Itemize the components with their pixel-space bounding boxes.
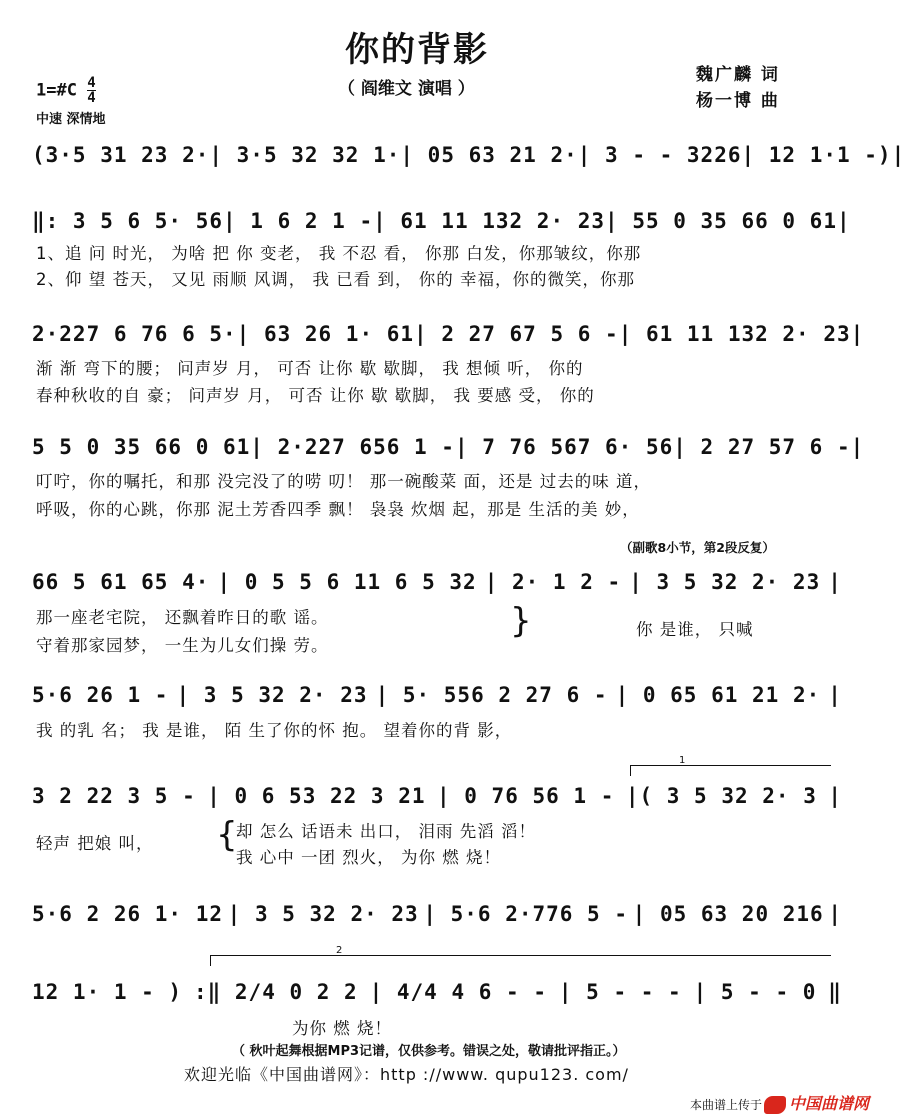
site-logo — [764, 1091, 869, 1114]
measure: | 05 63 21 2· — [400, 143, 578, 167]
score-row-4 — [32, 435, 865, 459]
measure: | 5· 556 2 27 6 - — [375, 683, 608, 707]
measure: | 3 - - 3226 — [577, 143, 742, 167]
measure: | 3 5 32 2· 23 — [629, 570, 821, 594]
lyric-ending: 为你 燃 烧！ — [292, 1019, 392, 1038]
barline: | — [850, 435, 865, 459]
measure: | 7 76 567 6· 56 — [454, 435, 674, 459]
lyric-chorus: 我 的乳 名； 我 是谁， 陌 生了你的怀 抱。 望着你的背 影， — [36, 721, 513, 740]
measure: | 5 - - 0 — [693, 980, 817, 1004]
measure: |( 3 5 32 2· 3 — [625, 784, 817, 808]
volta-bracket-2 — [210, 945, 831, 966]
lyric-verse1: 叮咛，你的嘱托，和那 没完没了的唠 叨！ 那一碗酸菜 面，还是 过去的味 道， — [36, 472, 651, 491]
measure: | 3 5 32 2· 23 — [227, 902, 419, 926]
volta-bracket-1 — [630, 755, 831, 776]
measure: | 2 27 57 6 - — [673, 435, 851, 459]
measure: :‖ 2/4 0 2 2 — [193, 980, 358, 1004]
measure: | 0 65 61 21 2· — [615, 683, 821, 707]
lyric-chorus: 你 是谁， 只喊 — [636, 620, 754, 639]
measure: 5·6 26 1 - — [32, 683, 169, 707]
performer-credit: （ 阎维文 演唱 ） — [338, 79, 475, 99]
measure: | 3·5 32 32 1· — [209, 143, 401, 167]
score-row-6 — [32, 683, 842, 707]
lyric-verse2: 我 心中 一团 烈火， 为你 燃 烧！ — [236, 848, 501, 867]
lyric-verse1: 渐 渐 弯下的腰； 问声岁 月， 可否 让你 歇 歇脚， 我 想倾 听， 你的 — [36, 359, 584, 378]
disclaimer-note: （ 秋叶起舞根据MP3记谱，仅供参考。错误之处，敬请批评指正。） — [232, 1044, 626, 1059]
measure: | 61 11 132 2· 23 — [373, 209, 606, 233]
measure: 5·6 2 26 1· 12 — [32, 902, 224, 926]
measure: | 5 - - - — [558, 980, 682, 1004]
measure: | 2 27 67 5 6 - — [414, 322, 619, 346]
logo-text: 中国曲谱网 — [789, 1094, 870, 1113]
score-row-5 — [32, 570, 842, 594]
lyric-verse1: 却 怎么 话语未 出口， 泪雨 先滔 滔！ — [236, 822, 536, 841]
measure: | 0 5 5 6 11 6 5 32 — [217, 570, 477, 594]
measure: | 5·6 2·776 5 - — [423, 902, 628, 926]
measure: 3 2 22 3 5 - — [32, 784, 196, 808]
lyric-verse2: 呼吸，你的心跳，你那 泥土芳香四季 飘！ 袅袅 炊烟 起，那是 生活的美 妙， — [36, 500, 640, 519]
score-row-9 — [32, 980, 842, 1004]
key-label: 1=#C — [36, 80, 77, 101]
lyric-verse2: 春种秋收的自 豪； 问声岁 月， 可否 让你 歇 歇脚， 我 要感 受， 你的 — [36, 386, 595, 405]
logo-icon — [764, 1096, 786, 1114]
song-title: 你的背影 — [345, 30, 489, 70]
lyricist-credit: 魏广麟 词 — [696, 65, 780, 85]
measure: 66 5 61 65 4· — [32, 570, 210, 594]
volta-number: 1 — [679, 755, 686, 766]
website-credit: 欢迎光临《中国曲谱网》：http ://www. qupu123. com/ — [184, 1065, 629, 1084]
barline: | — [828, 784, 842, 808]
measure: 5 5 0 35 66 0 61 — [32, 435, 251, 459]
measure: | 55 0 35 66 0 61 — [605, 209, 837, 233]
lyric-brace: } — [510, 601, 532, 641]
time-denominator: 4 — [87, 90, 96, 106]
measure: | 63 26 1· 61 — [236, 322, 415, 346]
score-row-3 — [32, 322, 865, 346]
barline: | — [828, 902, 842, 926]
measure: (3·5 31 23 2· — [32, 143, 210, 167]
lyric-verse2: 守着那家园梦， 一生为儿女们操 劳。 — [36, 636, 329, 655]
measure: | 0 76 56 1 - — [436, 784, 615, 808]
score-row-7 — [32, 784, 842, 808]
lyric-verse1: 那一座老宅院， 还飘着昨日的歌 谣。 — [36, 608, 329, 627]
barline: | — [836, 209, 851, 233]
lyric-verse2: 2、仰 望 苍天， 又见 雨顺 风调， 我 已看 到， 你的 幸福，你的微笑，你那 — [36, 270, 635, 289]
composer-credit: 杨一博 曲 — [696, 91, 780, 111]
lyric-verse1: 1、追 问 时光， 为啥 把 你 变老， 我 不忍 看， 你那 白发，你那皱纹，你那 — [36, 244, 642, 263]
measure: ‖: 3 5 6 5· 56 — [32, 209, 224, 233]
chorus-note: （副歌8小节，第2段反复） — [620, 540, 775, 555]
key-signature — [36, 76, 96, 105]
barline: | — [891, 143, 905, 167]
barline: ‖ — [828, 980, 842, 1004]
measure: | 2·227 656 1 - — [250, 435, 455, 459]
measure: | 0 6 53 22 3 21 — [207, 784, 426, 808]
barline: | — [828, 683, 842, 707]
measure: | 3 5 32 2· 23 — [176, 683, 368, 707]
time-numerator: 4 — [87, 75, 96, 91]
volta-number: 2 — [336, 945, 343, 956]
lyric-chorus: 轻声 把娘 叫， — [36, 834, 154, 853]
upload-label: 本曲谱上传于 — [690, 1098, 763, 1112]
measure: | 61 11 132 2· 23 — [618, 322, 851, 346]
measure: 2·227 6 76 6 5· — [32, 322, 237, 346]
tempo-marking: 中速 深情地 — [36, 112, 106, 127]
time-signature — [87, 76, 95, 105]
score-row-1 — [32, 143, 905, 167]
measure: | 12 1·1 -) — [741, 143, 892, 167]
measure: | 1 6 2 1 - — [223, 209, 374, 233]
measure: | 05 63 20 216 — [632, 902, 824, 926]
score-row-8 — [32, 902, 842, 926]
lyric-brace: { — [216, 815, 238, 855]
barline: | — [850, 322, 865, 346]
score-row-2 — [32, 209, 851, 233]
measure: 12 1· 1 - ) — [32, 980, 183, 1004]
barline: | — [828, 570, 842, 594]
measure: | 2· 1 2 - — [484, 570, 622, 594]
measure: | 4/4 4 6 - - — [369, 980, 547, 1004]
